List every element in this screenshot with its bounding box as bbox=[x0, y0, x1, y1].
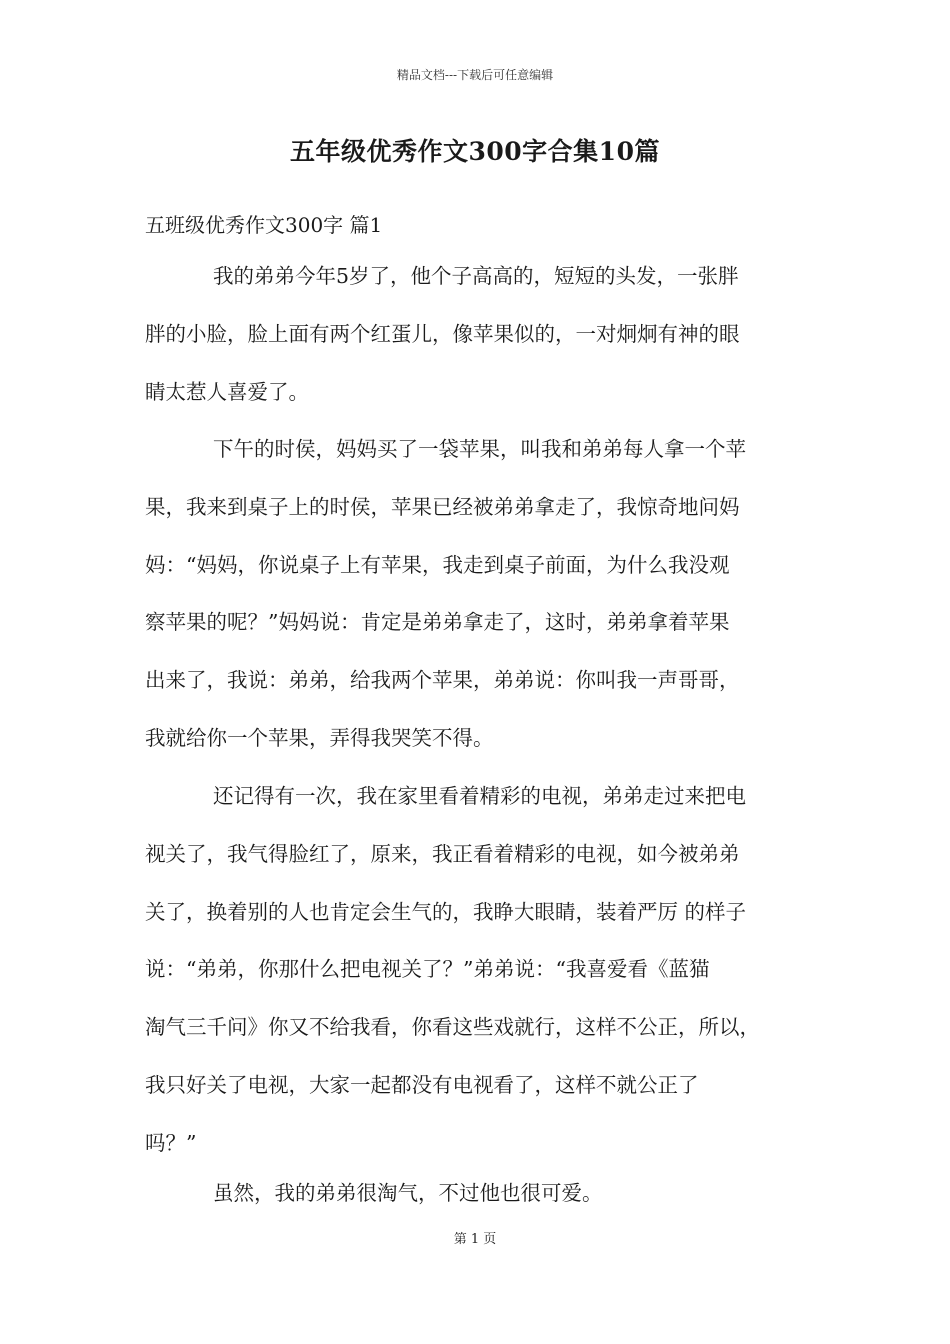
page-number: 第 1 页 bbox=[453, 1232, 497, 1247]
paragraph-line: 我只好关了电视，大家一起都没有电视看了，这样不就公正了 bbox=[145, 1072, 699, 1097]
paragraph-line: 胖的小脸，脸上面有两个红蛋儿，像苹果似的，一对炯炯有神的眼 bbox=[145, 321, 740, 346]
paragraph-line: 睛太惹人喜爱了。 bbox=[145, 379, 309, 404]
paragraph-3 bbox=[145, 768, 835, 1173]
paragraph-line: 下午的时侯，妈妈买了一袋苹果，叫我和弟弟每人拿一个苹 bbox=[213, 437, 746, 461]
paragraph-line: 虽然，我的弟弟很淘气，不过他也很可爱。 bbox=[213, 1181, 603, 1205]
section-title: 五班级优秀作文300字 篇1 bbox=[145, 213, 383, 237]
paragraph-line: 我的弟弟今年5岁了，他个子高高的，短短的头发，一张胖 bbox=[213, 264, 739, 288]
paragraph-line: 说：“弟弟，你那什么把电视关了？”弟弟说：“我喜爱看《蓝猫 bbox=[145, 957, 710, 982]
paragraph-line: 我就给你一个苹果，弄得我哭笑不得。 bbox=[145, 725, 494, 750]
paragraph-line: 还记得有一次，我在家里看着精彩的电视，弟弟走过来把电 bbox=[213, 784, 746, 808]
paragraph-line: 吗？” bbox=[145, 1130, 197, 1155]
page-header: 精品文档---下载后可任意编辑 bbox=[396, 68, 554, 82]
document-title: 五年级优秀作文300字合集10篇 bbox=[290, 137, 660, 166]
paragraph-2 bbox=[145, 421, 835, 768]
paragraph-line: 察苹果的呢？”妈妈说：肯定是弟弟拿走了，这时，弟弟拿着苹果 bbox=[145, 610, 730, 635]
paragraph-line: 妈：“妈妈，你说桌子上有苹果，我走到桌子前面，为什么我没观 bbox=[145, 552, 730, 577]
paragraph-line: 关了，换着别的人也肯定会生气的，我睁大眼睛，装着严厉 的样子 bbox=[145, 899, 747, 924]
paragraph-line: 果，我来到桌子上的时侯，苹果已经被弟弟拿走了，我惊奇地问妈 bbox=[145, 494, 740, 519]
paragraph-4 bbox=[145, 1165, 835, 1223]
paragraph-line: 淘气三千问》你又不给我看，你看这些戏就行，这样不公正，所以， bbox=[145, 1015, 760, 1040]
paragraph-line: 出来了，我说：弟弟，给我两个苹果，弟弟说：你叫我一声哥哥， bbox=[145, 668, 740, 693]
paragraph-line: 视关了，我气得脸红了，原来，我正看着精彩的电视，如今被弟弟 bbox=[145, 841, 740, 866]
paragraph-1 bbox=[145, 248, 835, 421]
